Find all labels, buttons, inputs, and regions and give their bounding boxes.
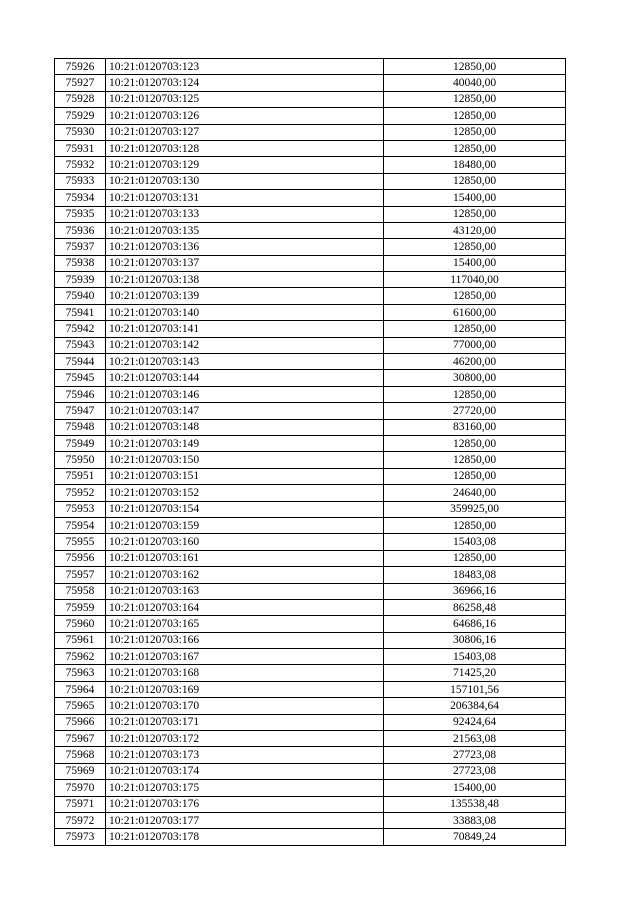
cadastral-number-cell: 10:21:0120703:127 bbox=[106, 124, 384, 140]
amount-cell: 12850,00 bbox=[384, 386, 566, 402]
table-row bbox=[55, 747, 566, 763]
amount-cell: 12850,00 bbox=[384, 173, 566, 189]
table-row bbox=[55, 321, 566, 337]
amount-cell: 36966,16 bbox=[384, 583, 566, 599]
row-id-cell: 75967 bbox=[55, 731, 106, 747]
cadastral-number-cell: 10:21:0120703:174 bbox=[106, 763, 384, 779]
table-row bbox=[55, 731, 566, 747]
cadastral-number-cell: 10:21:0120703:177 bbox=[106, 812, 384, 828]
amount-cell: 30800,00 bbox=[384, 370, 566, 386]
amount-cell: 12850,00 bbox=[384, 91, 566, 107]
table-row bbox=[55, 403, 566, 419]
cadastral-number-cell: 10:21:0120703:124 bbox=[106, 75, 384, 91]
row-id-cell: 75932 bbox=[55, 157, 106, 173]
cadastral-number-cell: 10:21:0120703:139 bbox=[106, 288, 384, 304]
cadastral-number-cell: 10:21:0120703:166 bbox=[106, 632, 384, 648]
table-row bbox=[55, 337, 566, 353]
table-row bbox=[55, 616, 566, 632]
cadastral-number-cell: 10:21:0120703:141 bbox=[106, 321, 384, 337]
row-id-cell: 75969 bbox=[55, 763, 106, 779]
amount-cell: 12850,00 bbox=[384, 550, 566, 566]
row-id-cell: 75943 bbox=[55, 337, 106, 353]
table-row bbox=[55, 108, 566, 124]
row-id-cell: 75973 bbox=[55, 829, 106, 845]
cadastral-number-cell: 10:21:0120703:148 bbox=[106, 419, 384, 435]
amount-cell: 46200,00 bbox=[384, 354, 566, 370]
cadastral-number-cell: 10:21:0120703:171 bbox=[106, 714, 384, 730]
cadastral-number-cell: 10:21:0120703:175 bbox=[106, 780, 384, 796]
row-id-cell: 75966 bbox=[55, 714, 106, 730]
row-id-cell: 75956 bbox=[55, 550, 106, 566]
cadastral-number-cell: 10:21:0120703:130 bbox=[106, 173, 384, 189]
cadastral-number-cell: 10:21:0120703:159 bbox=[106, 517, 384, 533]
row-id-cell: 75934 bbox=[55, 190, 106, 206]
table-row bbox=[55, 272, 566, 288]
table-row bbox=[55, 632, 566, 648]
amount-cell: 71425,20 bbox=[384, 665, 566, 681]
amount-cell: 15400,00 bbox=[384, 780, 566, 796]
cadastral-number-cell: 10:21:0120703:170 bbox=[106, 698, 384, 714]
row-id-cell: 75954 bbox=[55, 517, 106, 533]
row-id-cell: 75965 bbox=[55, 698, 106, 714]
row-id-cell: 75930 bbox=[55, 124, 106, 140]
table-row bbox=[55, 91, 566, 107]
cadastral-number-cell: 10:21:0120703:136 bbox=[106, 239, 384, 255]
row-id-cell: 75936 bbox=[55, 222, 106, 238]
cadastral-number-cell: 10:21:0120703:123 bbox=[106, 59, 384, 75]
amount-cell: 12850,00 bbox=[384, 108, 566, 124]
cadastral-number-cell: 10:21:0120703:165 bbox=[106, 616, 384, 632]
amount-cell: 77000,00 bbox=[384, 337, 566, 353]
row-id-cell: 75960 bbox=[55, 616, 106, 632]
table-row bbox=[55, 304, 566, 320]
amount-cell: 27720,00 bbox=[384, 403, 566, 419]
amount-cell: 12850,00 bbox=[384, 288, 566, 304]
row-id-cell: 75953 bbox=[55, 501, 106, 517]
cadastral-number-cell: 10:21:0120703:143 bbox=[106, 354, 384, 370]
amount-cell: 12850,00 bbox=[384, 124, 566, 140]
table-body bbox=[55, 59, 566, 846]
row-id-cell: 75972 bbox=[55, 812, 106, 828]
table-row bbox=[55, 173, 566, 189]
row-id-cell: 75945 bbox=[55, 370, 106, 386]
amount-cell: 12850,00 bbox=[384, 468, 566, 484]
cadastral-number-cell: 10:21:0120703:152 bbox=[106, 485, 384, 501]
table-row bbox=[55, 468, 566, 484]
row-id-cell: 75929 bbox=[55, 108, 106, 124]
amount-cell: 27723,08 bbox=[384, 747, 566, 763]
table-row bbox=[55, 567, 566, 583]
amount-cell: 157101,56 bbox=[384, 681, 566, 697]
amount-cell: 15403,08 bbox=[384, 649, 566, 665]
table-row bbox=[55, 140, 566, 156]
table-row bbox=[55, 812, 566, 828]
amount-cell: 40040,00 bbox=[384, 75, 566, 91]
amount-cell: 359925,00 bbox=[384, 501, 566, 517]
amount-cell: 64686,16 bbox=[384, 616, 566, 632]
cadastral-number-cell: 10:21:0120703:173 bbox=[106, 747, 384, 763]
table-row bbox=[55, 649, 566, 665]
cadastral-number-cell: 10:21:0120703:131 bbox=[106, 190, 384, 206]
amount-cell: 18480,00 bbox=[384, 157, 566, 173]
amount-cell: 30806,16 bbox=[384, 632, 566, 648]
amount-cell: 12850,00 bbox=[384, 140, 566, 156]
table-row bbox=[55, 501, 566, 517]
row-id-cell: 75942 bbox=[55, 321, 106, 337]
table-row bbox=[55, 763, 566, 779]
row-id-cell: 75952 bbox=[55, 485, 106, 501]
amount-cell: 43120,00 bbox=[384, 222, 566, 238]
row-id-cell: 75941 bbox=[55, 304, 106, 320]
row-id-cell: 75970 bbox=[55, 780, 106, 796]
row-id-cell: 75959 bbox=[55, 599, 106, 615]
cadastral-number-cell: 10:21:0120703:137 bbox=[106, 255, 384, 271]
cadastral-number-cell: 10:21:0120703:178 bbox=[106, 829, 384, 845]
row-id-cell: 75947 bbox=[55, 403, 106, 419]
row-id-cell: 75950 bbox=[55, 452, 106, 468]
amount-cell: 135538,48 bbox=[384, 796, 566, 812]
cadastral-number-cell: 10:21:0120703:162 bbox=[106, 567, 384, 583]
table-row bbox=[55, 370, 566, 386]
table-row bbox=[55, 239, 566, 255]
row-id-cell: 75962 bbox=[55, 649, 106, 665]
table-row bbox=[55, 75, 566, 91]
table-row bbox=[55, 583, 566, 599]
row-id-cell: 75958 bbox=[55, 583, 106, 599]
table-row bbox=[55, 485, 566, 501]
row-id-cell: 75935 bbox=[55, 206, 106, 222]
row-id-cell: 75938 bbox=[55, 255, 106, 271]
amount-cell: 12850,00 bbox=[384, 321, 566, 337]
cadastral-number-cell: 10:21:0120703:164 bbox=[106, 599, 384, 615]
row-id-cell: 75931 bbox=[55, 140, 106, 156]
row-id-cell: 75968 bbox=[55, 747, 106, 763]
data-table bbox=[54, 58, 566, 846]
amount-cell: 117040,00 bbox=[384, 272, 566, 288]
amount-cell: 206384,64 bbox=[384, 698, 566, 714]
row-id-cell: 75957 bbox=[55, 567, 106, 583]
table-row bbox=[55, 714, 566, 730]
amount-cell: 12850,00 bbox=[384, 435, 566, 451]
cadastral-number-cell: 10:21:0120703:138 bbox=[106, 272, 384, 288]
table-row bbox=[55, 206, 566, 222]
amount-cell: 83160,00 bbox=[384, 419, 566, 435]
table-row bbox=[55, 386, 566, 402]
table-row bbox=[55, 780, 566, 796]
cadastral-number-cell: 10:21:0120703:149 bbox=[106, 435, 384, 451]
cadastral-number-cell: 10:21:0120703:151 bbox=[106, 468, 384, 484]
amount-cell: 15400,00 bbox=[384, 190, 566, 206]
row-id-cell: 75949 bbox=[55, 435, 106, 451]
table-row bbox=[55, 419, 566, 435]
amount-cell: 61600,00 bbox=[384, 304, 566, 320]
table-row bbox=[55, 517, 566, 533]
cadastral-number-cell: 10:21:0120703:172 bbox=[106, 731, 384, 747]
table-row bbox=[55, 255, 566, 271]
table-row bbox=[55, 599, 566, 615]
cadastral-number-cell: 10:21:0120703:154 bbox=[106, 501, 384, 517]
amount-cell: 12850,00 bbox=[384, 206, 566, 222]
amount-cell: 18483,08 bbox=[384, 567, 566, 583]
cadastral-number-cell: 10:21:0120703:133 bbox=[106, 206, 384, 222]
table-row bbox=[55, 452, 566, 468]
row-id-cell: 75946 bbox=[55, 386, 106, 402]
amount-cell: 12850,00 bbox=[384, 517, 566, 533]
cadastral-number-cell: 10:21:0120703:125 bbox=[106, 91, 384, 107]
table-row bbox=[55, 190, 566, 206]
row-id-cell: 75937 bbox=[55, 239, 106, 255]
cadastral-number-cell: 10:21:0120703:140 bbox=[106, 304, 384, 320]
row-id-cell: 75939 bbox=[55, 272, 106, 288]
cadastral-number-cell: 10:21:0120703:144 bbox=[106, 370, 384, 386]
amount-cell: 15403,08 bbox=[384, 534, 566, 550]
amount-cell: 12850,00 bbox=[384, 452, 566, 468]
amount-cell: 12850,00 bbox=[384, 59, 566, 75]
table-row bbox=[55, 288, 566, 304]
row-id-cell: 75940 bbox=[55, 288, 106, 304]
amount-cell: 12850,00 bbox=[384, 239, 566, 255]
amount-cell: 86258,48 bbox=[384, 599, 566, 615]
table-row bbox=[55, 157, 566, 173]
cadastral-number-cell: 10:21:0120703:147 bbox=[106, 403, 384, 419]
amount-cell: 33883,08 bbox=[384, 812, 566, 828]
row-id-cell: 75955 bbox=[55, 534, 106, 550]
cadastral-number-cell: 10:21:0120703:129 bbox=[106, 157, 384, 173]
table-row bbox=[55, 829, 566, 845]
row-id-cell: 75964 bbox=[55, 681, 106, 697]
row-id-cell: 75933 bbox=[55, 173, 106, 189]
cadastral-number-cell: 10:21:0120703:169 bbox=[106, 681, 384, 697]
cadastral-number-cell: 10:21:0120703:160 bbox=[106, 534, 384, 550]
row-id-cell: 75944 bbox=[55, 354, 106, 370]
amount-cell: 70849,24 bbox=[384, 829, 566, 845]
row-id-cell: 75928 bbox=[55, 91, 106, 107]
table-row bbox=[55, 665, 566, 681]
table-row bbox=[55, 59, 566, 75]
cadastral-number-cell: 10:21:0120703:176 bbox=[106, 796, 384, 812]
cadastral-number-cell: 10:21:0120703:142 bbox=[106, 337, 384, 353]
amount-cell: 24640,00 bbox=[384, 485, 566, 501]
cadastral-number-cell: 10:21:0120703:126 bbox=[106, 108, 384, 124]
row-id-cell: 75971 bbox=[55, 796, 106, 812]
table-row bbox=[55, 124, 566, 140]
row-id-cell: 75963 bbox=[55, 665, 106, 681]
cadastral-number-cell: 10:21:0120703:168 bbox=[106, 665, 384, 681]
cadastral-number-cell: 10:21:0120703:167 bbox=[106, 649, 384, 665]
row-id-cell: 75927 bbox=[55, 75, 106, 91]
amount-cell: 15400,00 bbox=[384, 255, 566, 271]
table-row bbox=[55, 222, 566, 238]
table-row bbox=[55, 534, 566, 550]
cadastral-number-cell: 10:21:0120703:146 bbox=[106, 386, 384, 402]
cadastral-number-cell: 10:21:0120703:150 bbox=[106, 452, 384, 468]
table-row bbox=[55, 354, 566, 370]
cadastral-number-cell: 10:21:0120703:128 bbox=[106, 140, 384, 156]
table-row bbox=[55, 681, 566, 697]
row-id-cell: 75948 bbox=[55, 419, 106, 435]
row-id-cell: 75951 bbox=[55, 468, 106, 484]
row-id-cell: 75961 bbox=[55, 632, 106, 648]
amount-cell: 27723,08 bbox=[384, 763, 566, 779]
table-row bbox=[55, 796, 566, 812]
amount-cell: 92424,64 bbox=[384, 714, 566, 730]
table-row bbox=[55, 698, 566, 714]
cadastral-number-cell: 10:21:0120703:163 bbox=[106, 583, 384, 599]
table-row bbox=[55, 435, 566, 451]
cadastral-number-cell: 10:21:0120703:135 bbox=[106, 222, 384, 238]
cadastral-number-cell: 10:21:0120703:161 bbox=[106, 550, 384, 566]
row-id-cell: 75926 bbox=[55, 59, 106, 75]
amount-cell: 21563,08 bbox=[384, 731, 566, 747]
table-row bbox=[55, 550, 566, 566]
